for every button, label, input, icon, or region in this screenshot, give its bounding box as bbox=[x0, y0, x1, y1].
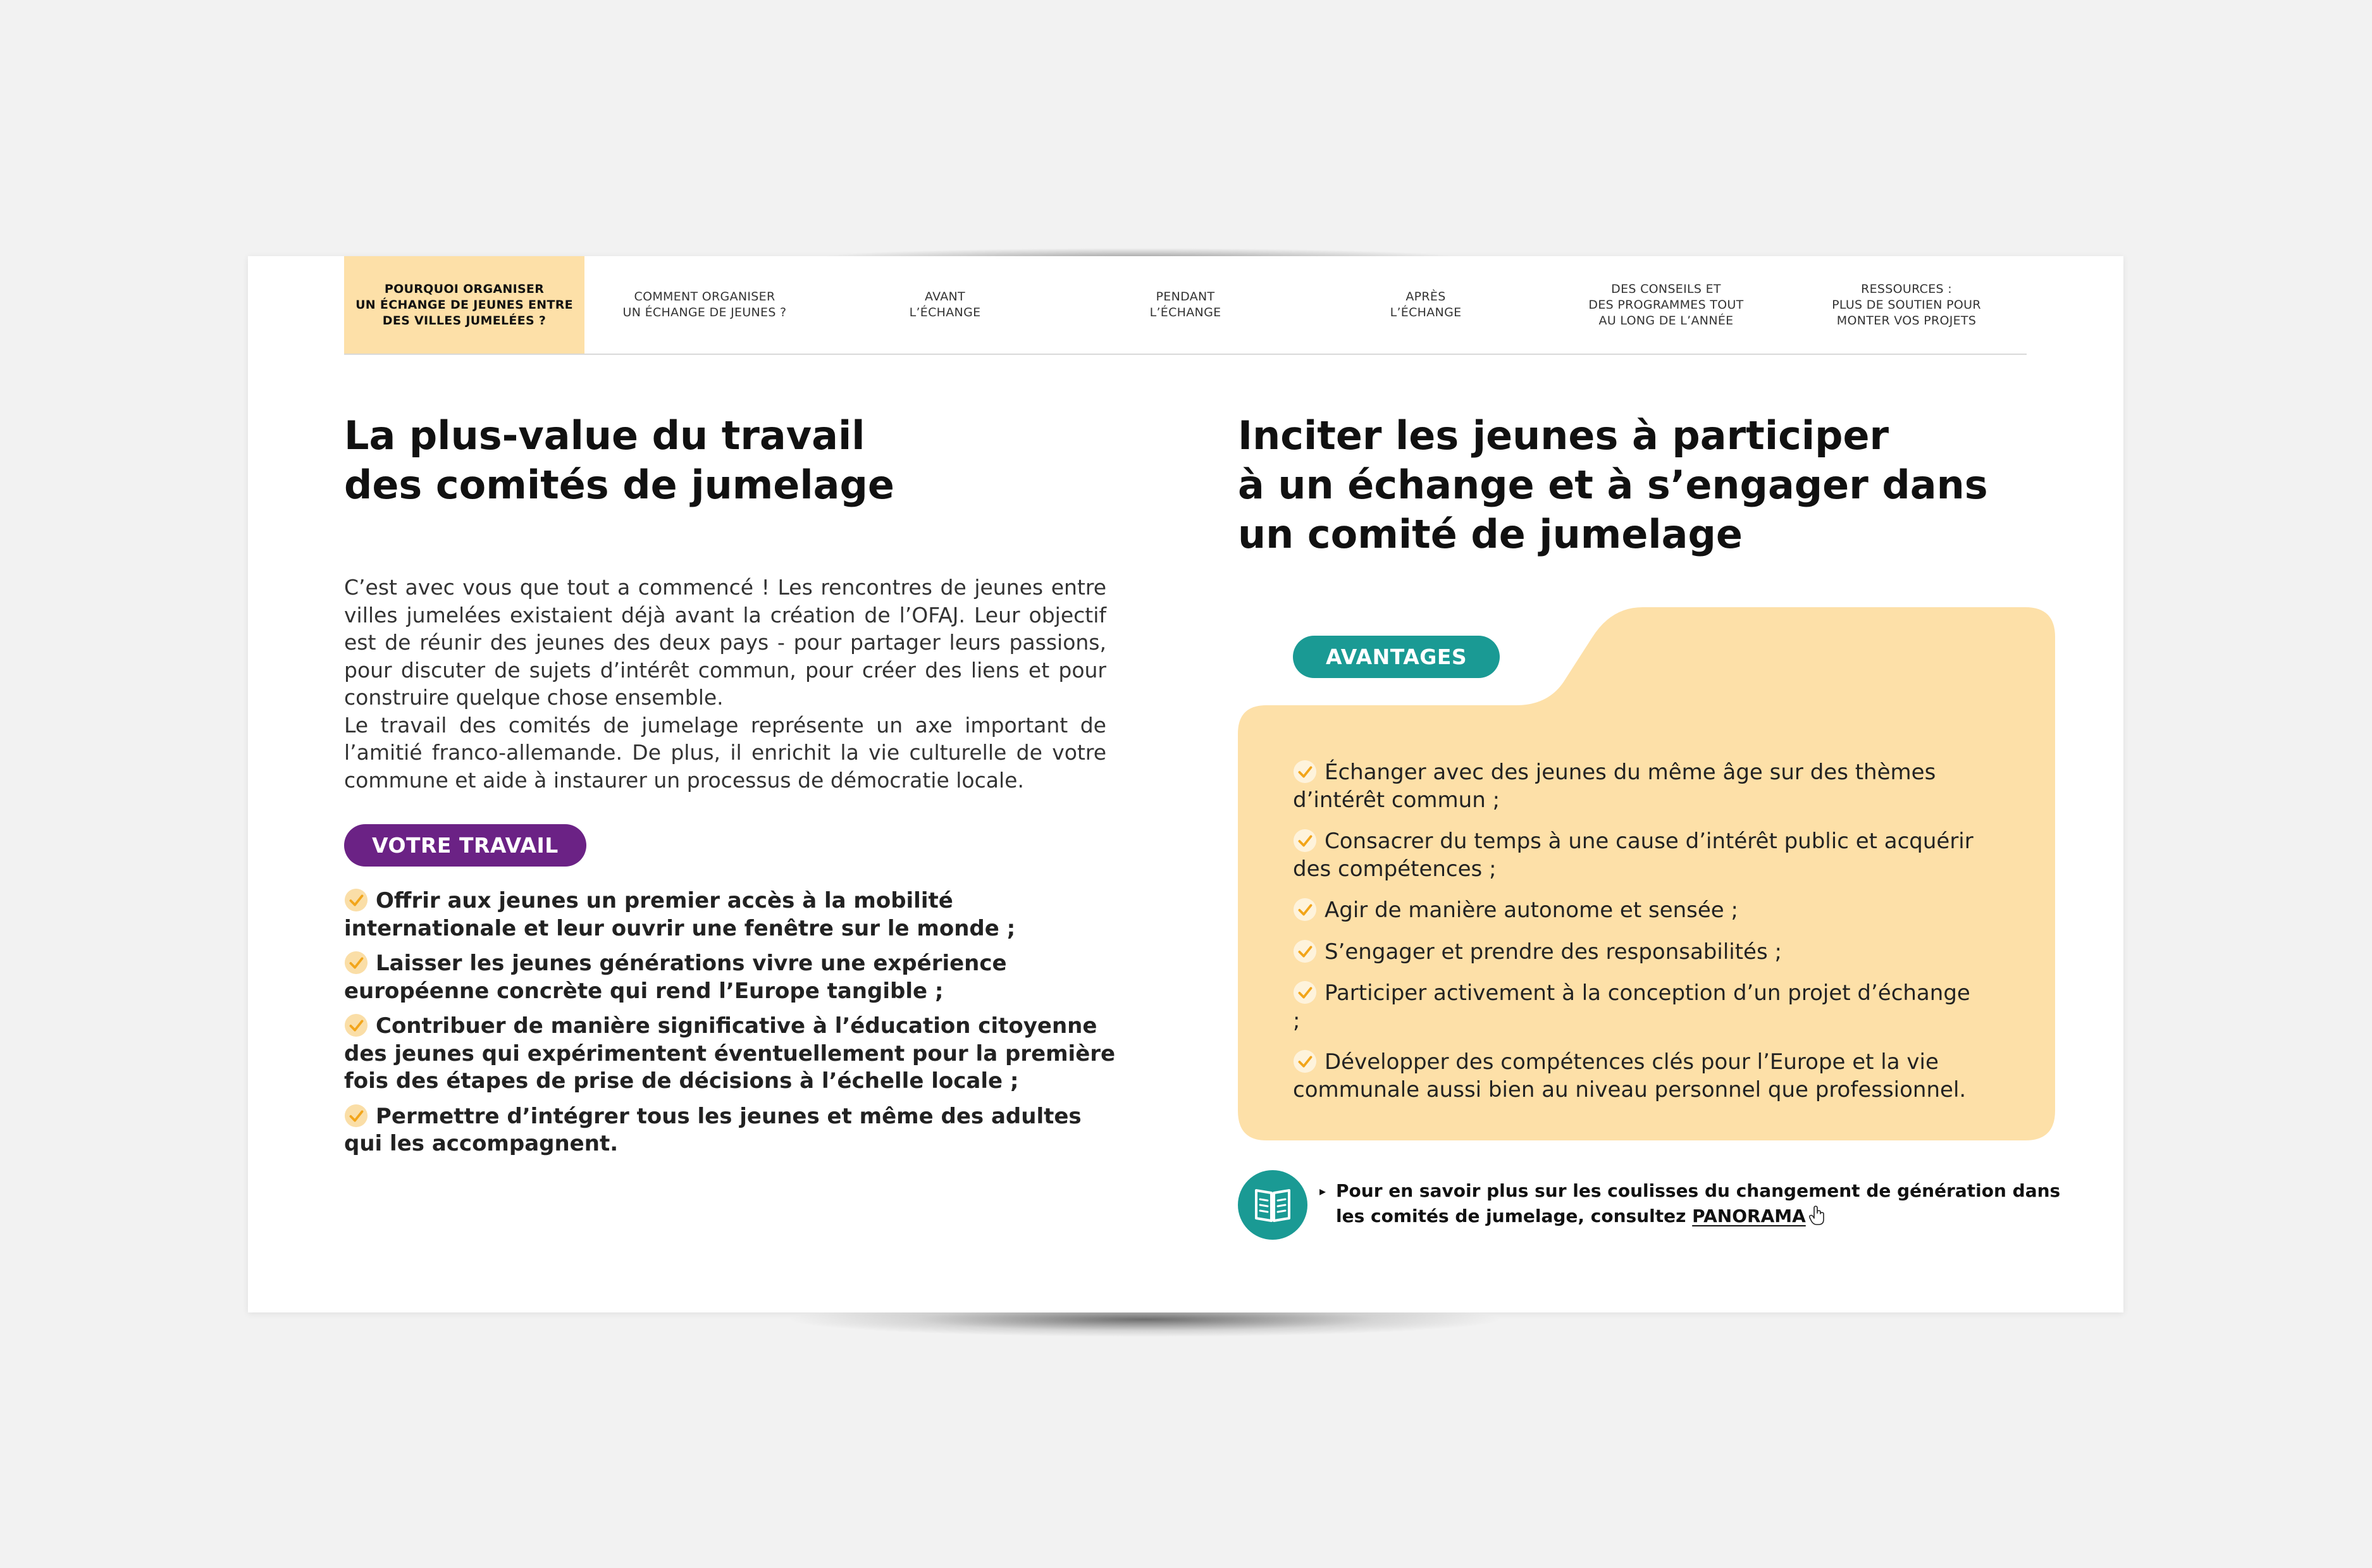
list-item bbox=[344, 1013, 1116, 1096]
check-icon bbox=[344, 951, 368, 975]
avantages-label: AVANTAGES bbox=[1293, 636, 1500, 678]
list-item-text: Agir de manière autonome et sensée ; bbox=[1325, 898, 1738, 923]
triangle-marker-icon: ▸ bbox=[1319, 1183, 1326, 1199]
check-icon bbox=[1293, 980, 1317, 1004]
nav-tab-ressources[interactable]: RESSOURCES : PLUS DE SOUTIEN POUR MONTER VOS PROJETS bbox=[1832, 281, 1981, 328]
nav-tab-apres[interactable]: APRÈS L’ÉCHANGE bbox=[1390, 290, 1462, 319]
list-item-text: Permettre d’intégrer tous les jeunes et même des adultes qui les accompagnent. bbox=[344, 1103, 1082, 1156]
nav-tab-pourquoi[interactable]: POURQUOI ORGANISER UN ÉCHANGE DE JEUNES ENTRE DES VILLES JUMELÉES ? bbox=[344, 256, 584, 354]
list-item bbox=[1293, 897, 1982, 925]
list-item-text: Contribuer de manière significative à l’éducation citoyenne des jeunes qui expérimentent éventuellement pour la première fois des étapes de prise de décisions à l’échelle locale ; bbox=[344, 1013, 1116, 1094]
left-heading: La plus-value du travail des comités de jumelage bbox=[344, 412, 894, 508]
list-item-text: Développer des compétences clés pour l’Europe et la vie communale aussi bien au niveau personnel que professionnel. bbox=[1293, 1049, 1967, 1102]
hand-cursor-icon bbox=[1808, 1206, 1826, 1226]
list-item-text: S’engager et prendre des responsabilités ; bbox=[1325, 939, 1782, 965]
list-item-text: Laisser les jeunes générations vivre une expérience européenne concrète qui rend l’Europe tangible ; bbox=[344, 951, 1007, 1004]
nav-tab-avant[interactable]: AVANT L’ÉCHANGE bbox=[909, 290, 981, 319]
brochure-page bbox=[248, 256, 2123, 1312]
check-icon bbox=[1293, 939, 1317, 963]
check-icon bbox=[344, 1104, 368, 1128]
list-item-text: Participer activement à la conception d’un projet d’échange ; bbox=[1293, 980, 1970, 1034]
check-icon bbox=[344, 1013, 368, 1037]
list-item-text: Échanger avec des jeunes du même âge sur des thèmes d’intérêt commun ; bbox=[1293, 760, 1936, 813]
list-item bbox=[1293, 1049, 1982, 1104]
list-item bbox=[1293, 828, 1982, 883]
list-item bbox=[1293, 980, 1982, 1035]
check-icon bbox=[344, 888, 368, 912]
intro-paragraph: Le travail des comités de jumelage représente un axe important de l’amitié franco-allemande. De plus, il enrichit la vie culturelle de votre commune et aide à instaurer un processus de démocratie locale. bbox=[344, 712, 1106, 793]
top-navigation bbox=[344, 256, 2027, 355]
list-item bbox=[344, 950, 1116, 1005]
votre-travail-label: VOTRE TRAVAIL bbox=[344, 824, 586, 867]
check-icon bbox=[1293, 1049, 1317, 1073]
right-heading: Inciter les jeunes à participer à un échange et à s’engager dans un comité de jumelage bbox=[1238, 412, 1988, 557]
nav-tab-comment[interactable]: COMMENT ORGANISER UN ÉCHANGE DE JEUNES ? bbox=[622, 290, 787, 319]
check-icon bbox=[1293, 829, 1317, 853]
panorama-note bbox=[1319, 1178, 2063, 1229]
check-icon bbox=[1293, 760, 1317, 784]
list-item bbox=[344, 1103, 1116, 1158]
book-icon-glyph bbox=[1252, 1187, 1293, 1223]
book-icon bbox=[1238, 1170, 1307, 1240]
avantages-list bbox=[1293, 759, 1982, 1118]
list-item bbox=[344, 887, 1116, 942]
list-item-text: Offrir aux jeunes un premier accès à la mobilité internationale et leur ouvrir une fenêtre sur le monde ; bbox=[344, 888, 1016, 941]
votre-travail-list bbox=[344, 887, 1116, 1166]
intro-paragraph: C’est avec vous que tout a commencé ! Les rencontres de jeunes entre villes jumelées existaient déjà avant la création de l’OFAJ. Leur objectif est de réunir des jeunes des deux pays - pour partager leurs passions, pour discuter de sujets d’intérêt commun, pour créer des liens et pour construire quelque chose ensemble. bbox=[344, 575, 1106, 710]
list-item bbox=[1293, 759, 1982, 814]
note-text: Pour en savoir plus sur les coulisses du changement de génération dans les comités de jumelage, consultez bbox=[1336, 1180, 2061, 1226]
nav-tab-conseils[interactable]: DES CONSEILS ET DES PROGRAMMES TOUT AU LONG DE L’ANNÉE bbox=[1588, 281, 1744, 328]
list-item bbox=[1293, 939, 1982, 966]
list-item-text: Consacrer du temps à une cause d’intérêt public et acquérir des compétences ; bbox=[1293, 829, 1974, 882]
intro-text bbox=[344, 574, 1106, 794]
check-icon bbox=[1293, 898, 1317, 922]
panorama-link[interactable]: PANORAMA bbox=[1692, 1206, 1806, 1226]
nav-tab-pendant[interactable]: PENDANT L’ÉCHANGE bbox=[1149, 290, 1221, 319]
